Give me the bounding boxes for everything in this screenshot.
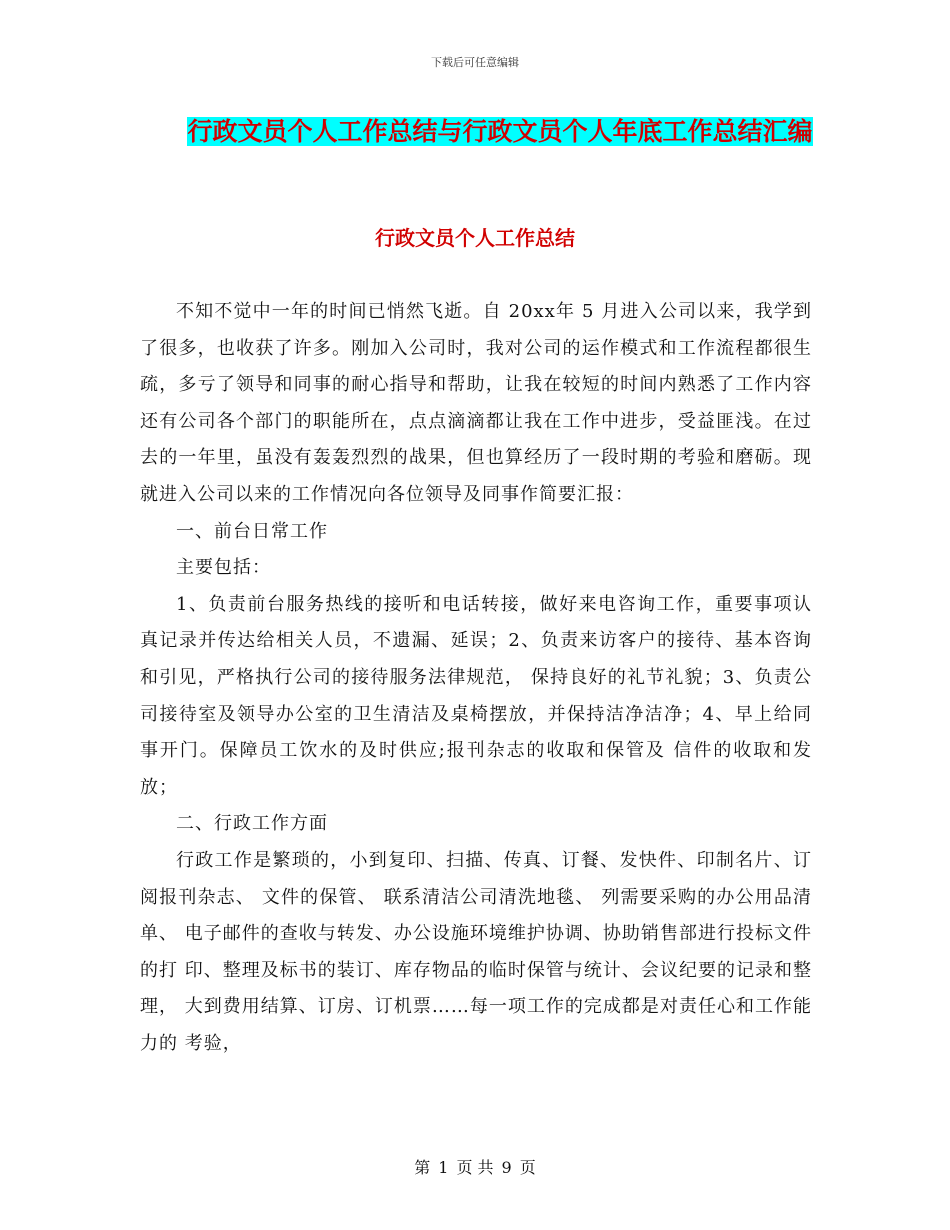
footer-suffix: 页 — [519, 1158, 536, 1177]
footer-current-page: 1 — [438, 1158, 449, 1177]
footer-middle: 页 共 — [456, 1158, 494, 1177]
heading-front-desk: 一、前台日常工作 — [176, 520, 328, 542]
paragraph-front-desk-duties: 1、负责前台服务热线的接听和电话转接，做好来电咨询工作，重要事项认 真记录并传达给相关人员，不遗漏、延误；2、负责来访客户的接待、基本咨询和引见，严格执行公司的接待服务法律规范， 保持良好的礼节礼貌；3、负责公司接待室及领导办公室的卫生清洁及桌椅摆放，并保持洁净洁净；4、早上给同事开门。保障员工饮水的及时供应;报刊杂志的收取和保管及 信件的收取和发放； — [140, 593, 812, 798]
footer-total-pages: 9 — [501, 1158, 512, 1177]
header-note: 下载后可任意编辑 — [431, 56, 519, 69]
paragraph-intro: 不知不觉中一年的时间已悄然飞逝。自 20xx年 5 月进入公司以来，我学到 了很多，也收获了许多。刚加入公司时，我对公司的运作模式和工作流程都很生 疏，多亏了领导和同事的耐心指导和帮助，让我在较短的时间内熟悉了工作内容 还有公司各个部门的职能所在，点点滴滴都让我在工作中进步，受益匪浅。在过 去的一年里，虽没有轰轰烈烈的战果，但也算经历了一段时期的考验和磨砺。现 就进入公司以来的工作情况向各位领导及同事作简要汇报： — [140, 301, 812, 505]
paragraph-main-includes: 主要包括： — [176, 557, 271, 579]
paragraph-admin-work: 行政工作是繁琐的，小到复印、扫描、传真、订餐、发快件、印制名片、订 阅报刊杂志、 文件的保管、 联系清洁公司清洗地毯、 列需要采购的办公用品清单、 电子邮件的查收与转发、办公设施环境维护协调、协助销售部进行投标文件的打 印、整理及标书的装订、库存物品的临时保管与统计、会议纪要的记录和整理， 大到费用结算、订房、订机票……每一项工作的完成都是对责任心和工作能力的 考验， — [140, 849, 812, 1054]
body-text — [140, 294, 812, 1062]
page-footer — [0, 1155, 950, 1178]
section-title: 行政文员个人工作总结 — [375, 226, 575, 250]
heading-admin-work: 二、行政工作方面 — [176, 813, 328, 835]
footer-prefix: 第 — [414, 1158, 431, 1177]
document-title-text: 行政文员个人工作总结与行政文员个人年底工作总结汇编 — [187, 117, 813, 146]
document-title — [180, 110, 820, 154]
